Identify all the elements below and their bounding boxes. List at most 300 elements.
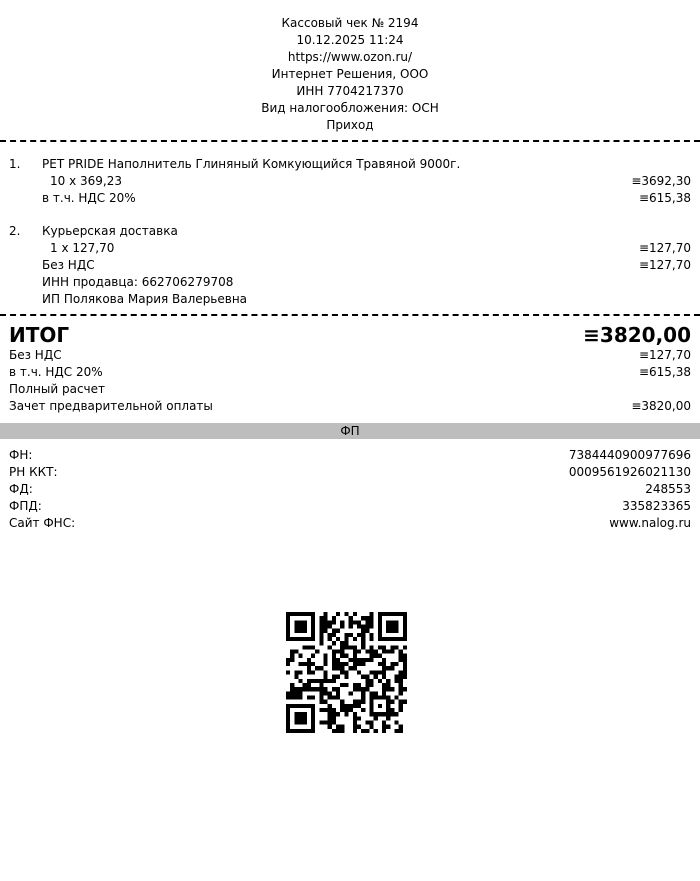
qr-module	[290, 650, 294, 654]
qr-module	[386, 650, 390, 654]
qr-module	[290, 729, 294, 733]
qr-module	[344, 670, 348, 674]
qr-module	[294, 637, 298, 641]
receipt-header	[0, 15, 700, 134]
qr-module	[332, 695, 336, 699]
qr-module	[336, 637, 340, 641]
qr-module	[299, 729, 303, 733]
qr-module	[361, 645, 365, 649]
qr-module	[386, 683, 390, 687]
qr-module	[328, 645, 332, 649]
fp-value: 0009561926021130	[568, 465, 691, 479]
qr-module	[353, 612, 357, 616]
qr-module	[403, 700, 407, 704]
qr-module	[286, 708, 290, 712]
qr-module	[290, 654, 294, 658]
qr-module	[340, 683, 344, 687]
qr-module	[365, 675, 369, 679]
qr-module	[303, 687, 307, 691]
seller-inn: ИНН продавца: 662706279708	[42, 275, 234, 289]
qr-module	[294, 625, 298, 629]
qr-module	[382, 662, 386, 666]
qr-module	[394, 729, 398, 733]
divider-top	[0, 140, 700, 142]
qr-module	[299, 662, 303, 666]
qr-module	[344, 641, 348, 645]
qr-module	[386, 620, 390, 624]
qr-module	[286, 662, 290, 666]
qr-module	[382, 712, 386, 716]
qr-module	[353, 712, 357, 716]
qr-module	[332, 712, 336, 716]
qr-module	[340, 670, 344, 674]
qr-module	[349, 620, 353, 624]
qr-module	[344, 683, 348, 687]
qr-module	[382, 637, 386, 641]
qr-module	[332, 675, 336, 679]
qr-module	[294, 720, 298, 724]
fp-value: www.nalog.ru	[609, 516, 691, 530]
qr-module	[336, 662, 340, 666]
qr-module	[294, 729, 298, 733]
qr-module	[340, 662, 344, 666]
qr-module	[336, 687, 340, 691]
qr-module	[386, 725, 390, 729]
qr-module	[299, 670, 303, 674]
qr-module	[336, 666, 340, 670]
qr-module	[311, 629, 315, 633]
qr-module	[290, 695, 294, 699]
qr-module	[369, 670, 373, 674]
qr-module	[382, 666, 386, 670]
qr-module	[403, 629, 407, 633]
qr-module	[357, 716, 361, 720]
qr-module	[378, 612, 382, 616]
qr-module	[319, 695, 323, 699]
qr-module	[290, 683, 294, 687]
qr-module	[361, 637, 365, 641]
qr-module	[390, 687, 394, 691]
qr-module	[303, 662, 307, 666]
qr-module	[349, 625, 353, 629]
qr-module	[332, 708, 336, 712]
qr-module	[382, 658, 386, 662]
qr-module	[357, 662, 361, 666]
qr-module	[365, 683, 369, 687]
qr-module	[336, 658, 340, 662]
qr-module	[353, 650, 357, 654]
qr-module	[382, 691, 386, 695]
item-row	[9, 223, 691, 240]
qr-module	[399, 691, 403, 695]
qr-module	[369, 625, 373, 629]
qr-module	[328, 704, 332, 708]
qr-module	[311, 662, 315, 666]
qr-module	[361, 633, 365, 637]
qr-module	[399, 708, 403, 712]
qr-module	[311, 687, 315, 691]
qr-module	[361, 616, 365, 620]
vat-total-label: в т.ч. НДС 20%	[9, 365, 103, 379]
qr-module	[403, 662, 407, 666]
fp-label: ФПД:	[9, 499, 42, 513]
qr-module	[365, 620, 369, 624]
qr-module	[382, 675, 386, 679]
qr-module	[390, 629, 394, 633]
qr-module	[294, 612, 298, 616]
qr-module	[386, 695, 390, 699]
fp-row-rn-kkt	[9, 464, 691, 481]
qr-module	[307, 729, 311, 733]
qr-module	[319, 641, 323, 645]
qr-module	[361, 708, 365, 712]
qr-module	[361, 641, 365, 645]
qr-module	[303, 712, 307, 716]
qr-module	[340, 620, 344, 624]
qr-module	[403, 675, 407, 679]
qr-module	[365, 629, 369, 633]
qr-module	[403, 633, 407, 637]
qr-module	[299, 712, 303, 716]
qr-module	[374, 729, 378, 733]
qr-module	[374, 712, 378, 716]
qr-module	[324, 625, 328, 629]
qr-module	[303, 716, 307, 720]
qr-module	[328, 708, 332, 712]
qr-module	[340, 700, 344, 704]
qr-module	[361, 625, 365, 629]
qr-module	[307, 612, 311, 616]
qr-module	[324, 629, 328, 633]
qr-module	[349, 645, 353, 649]
qr-module	[394, 712, 398, 716]
qr-module	[361, 658, 365, 662]
qr-module	[374, 695, 378, 699]
qr-module	[311, 654, 315, 658]
qr-module	[353, 662, 357, 666]
qr-module	[319, 637, 323, 641]
qr-module	[361, 662, 365, 666]
fp-label: ФН:	[9, 448, 33, 462]
qr-module	[319, 687, 323, 691]
qr-module	[369, 725, 373, 729]
qr-module	[328, 691, 332, 695]
qr-module	[328, 712, 332, 716]
item-number: 1.	[9, 157, 21, 171]
qr-module	[357, 700, 361, 704]
qr-module	[369, 658, 373, 662]
qr-module	[365, 687, 369, 691]
qr-module	[340, 654, 344, 658]
qr-module	[319, 700, 323, 704]
qr-module	[299, 654, 303, 658]
prepay-label: Зачет предварительной оплаты	[9, 399, 213, 413]
qr-module	[386, 687, 390, 691]
qr-module	[324, 675, 328, 679]
qr-module	[294, 712, 298, 716]
qr-module	[353, 687, 357, 691]
qr-module	[382, 612, 386, 616]
qr-module	[394, 695, 398, 699]
qr-module	[403, 670, 407, 674]
qr-module	[303, 612, 307, 616]
qr-module	[336, 612, 340, 616]
qr-module	[357, 650, 361, 654]
qr-module	[294, 650, 298, 654]
qr-module	[369, 612, 373, 616]
item-row	[9, 156, 691, 173]
qr-module	[290, 691, 294, 695]
qr-module	[390, 700, 394, 704]
qr-module	[328, 725, 332, 729]
qr-module	[349, 708, 353, 712]
qr-module	[378, 625, 382, 629]
vat-total-value: ≡615,38	[638, 365, 691, 379]
qr-module	[319, 629, 323, 633]
qr-module	[349, 658, 353, 662]
total-value: ≡3820,00	[583, 323, 691, 347]
qr-module	[399, 687, 403, 691]
qr-module	[307, 666, 311, 670]
qr-module	[378, 616, 382, 620]
qr-module	[294, 629, 298, 633]
qr-module	[286, 658, 290, 662]
qr-module	[378, 637, 382, 641]
qr-module	[319, 679, 323, 683]
qr-module	[332, 658, 336, 662]
qr-module	[344, 637, 348, 641]
qr-module	[307, 658, 311, 662]
qr-module	[374, 691, 378, 695]
qr-module	[307, 683, 311, 687]
qr-module	[365, 729, 369, 733]
qr-module	[286, 625, 290, 629]
fp-row-fpd	[9, 498, 691, 515]
qr-module	[328, 625, 332, 629]
qr-module	[369, 654, 373, 658]
qr-module	[319, 720, 323, 724]
item-qty-price: 1 x 127,70	[50, 241, 115, 255]
qr-module	[394, 625, 398, 629]
qr-module	[328, 716, 332, 720]
qr-module	[378, 654, 382, 658]
qr-module	[390, 645, 394, 649]
qr-module	[319, 691, 323, 695]
qr-module	[394, 629, 398, 633]
qr-module	[374, 654, 378, 658]
qr-module	[382, 670, 386, 674]
qr-module	[311, 725, 315, 729]
qr-module	[349, 633, 353, 637]
qr-module	[286, 716, 290, 720]
qr-module	[399, 675, 403, 679]
qr-module	[357, 704, 361, 708]
item-vat-label: Без НДС	[42, 258, 95, 272]
qr-module	[403, 666, 407, 670]
qr-module	[315, 666, 319, 670]
qr-module	[336, 695, 340, 699]
qr-module	[369, 650, 373, 654]
qr-module	[290, 637, 294, 641]
qr-module	[394, 620, 398, 624]
qr-module	[307, 679, 311, 683]
qr-module	[328, 633, 332, 637]
qr-module	[369, 683, 373, 687]
qr-module	[361, 691, 365, 695]
qr-module	[319, 625, 323, 629]
qr-module	[344, 662, 348, 666]
qr-module	[386, 666, 390, 670]
item-vat-label: в т.ч. НДС 20%	[42, 191, 136, 205]
qr-module	[286, 729, 290, 733]
qr-module	[394, 662, 398, 666]
qr-module	[399, 700, 403, 704]
qr-module	[365, 616, 369, 620]
item-vat-row	[9, 190, 691, 207]
qr-module	[286, 616, 290, 620]
qr-module	[386, 704, 390, 708]
qr-module	[332, 654, 336, 658]
qr-module	[386, 700, 390, 704]
qr-module	[315, 679, 319, 683]
tax-system: Вид налогообложения: ОСН	[261, 101, 439, 115]
qr-module	[378, 695, 382, 699]
qr-module	[340, 641, 344, 645]
qr-module	[332, 633, 336, 637]
qr-module	[324, 616, 328, 620]
qr-module	[332, 629, 336, 633]
qr-module	[319, 616, 323, 620]
qr-module	[311, 625, 315, 629]
vat-total-row	[9, 364, 691, 381]
qr-module	[374, 716, 378, 720]
qr-module	[303, 704, 307, 708]
payment-type: Полный расчет	[9, 382, 105, 396]
qr-module	[303, 625, 307, 629]
qr-module	[378, 679, 382, 683]
fp-label: РН ККТ:	[9, 465, 58, 479]
qr-module	[332, 641, 336, 645]
qr-module	[357, 725, 361, 729]
qr-module	[307, 695, 311, 699]
qr-module	[353, 637, 357, 641]
qr-module	[311, 633, 315, 637]
qr-module	[369, 691, 373, 695]
qr-module	[394, 645, 398, 649]
seller-name: ИП Полякова Мария Валерьевна	[42, 292, 248, 306]
qr-module	[344, 708, 348, 712]
qr-module	[315, 650, 319, 654]
qr-module	[365, 625, 369, 629]
qr-module	[344, 675, 348, 679]
item-vat-value: ≡127,70	[638, 258, 691, 272]
qr-module	[399, 679, 403, 683]
qr-module	[303, 629, 307, 633]
qr-module	[386, 712, 390, 716]
qr-module	[361, 629, 365, 633]
item-name: Курьерская доставка	[42, 224, 178, 238]
qr-module	[357, 687, 361, 691]
qr-module	[390, 612, 394, 616]
qr-module	[307, 670, 311, 674]
qr-module	[403, 612, 407, 616]
qr-module	[369, 620, 373, 624]
item-vat-row	[9, 257, 691, 274]
qr-module	[357, 620, 361, 624]
fp-value: 335823365	[622, 499, 691, 513]
qr-module	[399, 654, 403, 658]
qr-module	[286, 612, 290, 616]
qr-module	[374, 650, 378, 654]
qr-module	[311, 616, 315, 620]
qr-module	[311, 695, 315, 699]
qr-module	[311, 645, 315, 649]
qr-module	[290, 687, 294, 691]
qr-module	[374, 670, 378, 674]
fp-value: 248553	[645, 482, 691, 496]
qr-module	[349, 666, 353, 670]
qr-module	[286, 637, 290, 641]
qr-module	[332, 662, 336, 666]
qr-module	[365, 650, 369, 654]
qr-module	[286, 629, 290, 633]
qr-module	[332, 620, 336, 624]
qr-module	[357, 683, 361, 687]
qr-module	[382, 687, 386, 691]
qr-module	[390, 637, 394, 641]
receipt-title: Кассовый чек № 2194	[281, 16, 419, 30]
qr-module	[399, 650, 403, 654]
qr-module	[311, 716, 315, 720]
qr-module	[378, 629, 382, 633]
qr-module	[399, 683, 403, 687]
qr-module	[332, 679, 336, 683]
qr-module	[399, 729, 403, 733]
qr-module	[374, 675, 378, 679]
qr-module	[353, 725, 357, 729]
qr-code-icon	[286, 612, 407, 733]
qr-module	[307, 637, 311, 641]
qr-module	[369, 700, 373, 704]
company-inn: ИНН 7704217370	[296, 84, 404, 98]
qr-module	[378, 712, 382, 716]
qr-module	[332, 650, 336, 654]
qr-module	[299, 695, 303, 699]
item-vat-value: ≡615,38	[638, 191, 691, 205]
qr-module	[299, 612, 303, 616]
qr-module	[286, 620, 290, 624]
qr-module	[311, 712, 315, 716]
qr-module	[378, 662, 382, 666]
qr-module	[340, 725, 344, 729]
qr-module	[386, 708, 390, 712]
qr-module	[299, 637, 303, 641]
qr-module	[353, 666, 357, 670]
qr-module	[324, 679, 328, 683]
qr-module	[357, 658, 361, 662]
qr-module	[353, 654, 357, 658]
qr-module	[286, 720, 290, 724]
qr-module	[399, 658, 403, 662]
qr-module	[328, 679, 332, 683]
qr-module	[336, 725, 340, 729]
qr-module	[382, 725, 386, 729]
no-vat-label: Без НДС	[9, 348, 62, 362]
qr-module	[286, 670, 290, 674]
qr-module	[369, 616, 373, 620]
item-number: 2.	[9, 224, 21, 238]
qr-module	[361, 687, 365, 691]
